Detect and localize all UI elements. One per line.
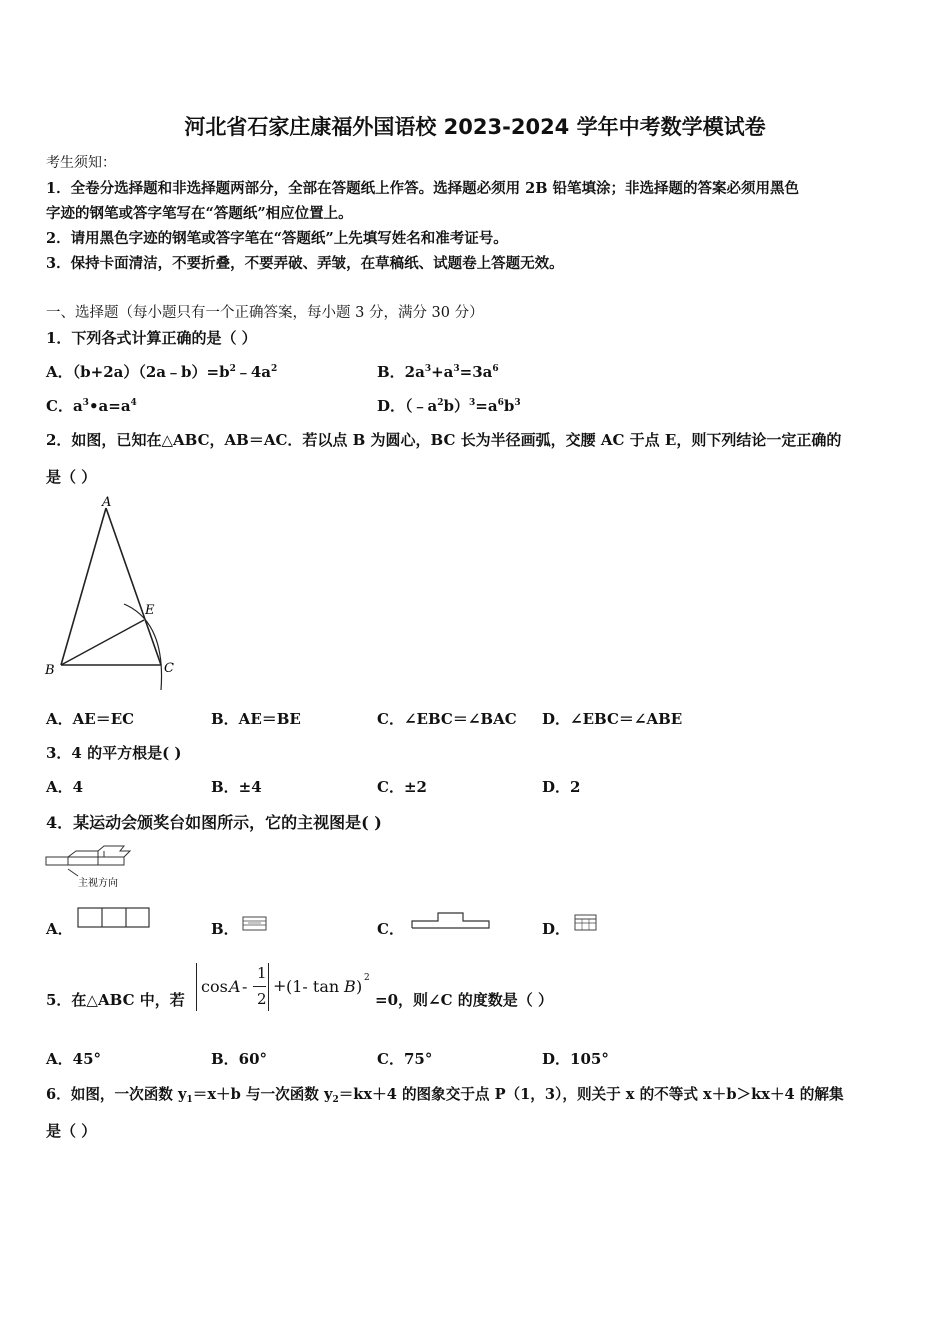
q3-option-b: B．±4 [211,778,262,796]
view-direction-label: 主视方向 [78,878,118,889]
q1-stem: 1．下列各式计算正确的是（ ） [46,329,257,347]
q5-denominator: 2 [257,990,267,1008]
vertex-label-a: A [102,495,112,510]
q5-cos: cos [201,977,228,996]
q3-stem: 3．4 的平方根是( ) [46,744,182,762]
q2-triangle-figure [40,494,190,694]
q4-option-b: B． [211,920,239,938]
q5-option-b: B．60° [211,1050,268,1068]
q3-option-a: A．4 [46,778,84,796]
q5-var-a: A [229,977,241,996]
q5-numerator: 1 [257,964,267,982]
q5-option-a: A．45° [46,1050,102,1068]
q5-stem-suffix: =0，则∠C 的度数是（ ） [375,991,553,1009]
q4-stem: 4．某运动会颁奖台如图所示，它的主视图是( ) [46,813,382,832]
q4-option-d-figure [574,914,598,932]
vertex-label-b: B [45,663,55,678]
notice-line-2: 2．请用黑色字迹的钢笔或答字笔在“答题纸”上先填写姓名和准考证号。 [46,230,508,247]
q4-option-a-figure [77,907,151,929]
q5-stem-prefix: 5．在△ABC 中，若 [46,991,185,1009]
q4-option-d: D． [542,920,571,938]
notice-line-3: 3．保持卡面清洁，不要折叠，不要弄破、弄皱，在草稿纸、试题卷上答题无效。 [46,255,564,272]
page-title: 河北省石家庄康福外国语校 2023-2024 学年中考数学模试卷 [184,115,766,139]
q2-stem-line-1: 2．如图，已知在△ABC，AB＝AC．若以点 B 为圆心，BC 长为半径画弧，交腰 AC 于点 E，则下列结论一定正确的 [46,431,842,449]
q5-paren: (1- tan [286,977,340,996]
q4-option-b-figure [242,916,268,932]
q5-plus: + [273,976,287,995]
q5-option-c: C．75° [377,1050,433,1068]
q6-stem-line-2: 是（ ） [46,1122,97,1140]
notice-heading: 考生须知： [46,155,116,171]
q3-option-c: C．±2 [377,778,427,796]
q5-var-b: B [344,977,356,996]
q3-option-d: D．2 [542,778,581,796]
q5-equation [196,962,372,1012]
vertex-label-e: E [145,603,155,618]
q5-option-d: D．105° [542,1050,609,1068]
section-heading: 一、选择题（每小题只有一个正确答案，每小题 3 分，满分 30 分） [46,305,484,321]
q4-option-a: A． [46,920,73,938]
q2-option-b: B．AE＝BE [211,710,301,728]
vertex-label-c: C [164,661,174,676]
q5-minus: - [242,977,248,996]
q2-option-c: C．∠EBC＝∠BAC [377,710,517,728]
q1-option-a: A．$(b+2a)(2a﹣b)=b^2﹣4a^2$ [46,363,278,381]
q4-option-c: C． [377,920,404,938]
q5-close: ) [356,977,363,996]
notice-line-1a: 1．全卷分选择题和非选择题两部分，全部在答题纸上作答。选择题必须用 2B 铅笔填涂；非选择题的答案必须用黑色 [46,180,800,197]
q1-option-c: C．$a^3•a=a^4$ [46,397,137,415]
q2-option-a: A．AE＝EC [46,710,135,728]
notice-line-1b: 字迹的钢笔或答字笔写在“答题纸”相应位置上。 [46,205,353,222]
q6-stem-line-1: 6．如图，一次函数 $y_1=x+b$ 与一次函数 $y_2=kx+4$ 的图象交于点 P（1，3），则关于 x 的不等式 x＋b＞kx＋4 的解集 [46,1086,844,1105]
q1-option-d: D．$(﹣a^2b)^3=a^6b^3$ [377,397,521,415]
q1-option-b: B．$2a^3+a^3=3a^6$ [377,363,499,381]
q2-stem-line-2: 是（ ） [46,468,97,486]
q4-option-c-figure [411,910,491,930]
q4-podium-figure [42,843,137,891]
q2-option-d: D．∠EBC＝∠ABE [542,710,683,728]
q5-exponent: 2 [364,973,370,983]
